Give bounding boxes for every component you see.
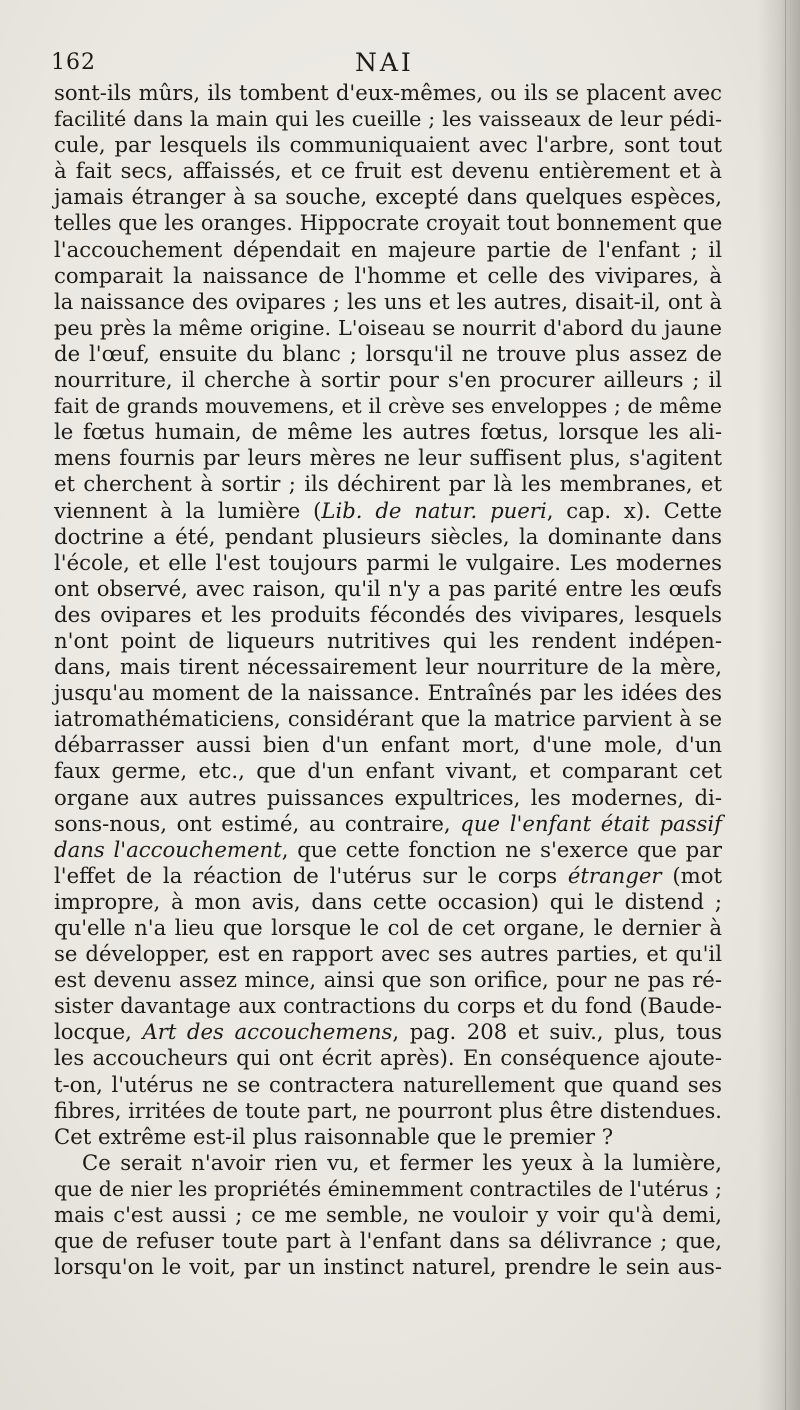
text-segment: qu'elle n'a lieu que lorsque le col de cet organe, le dernier à [54, 915, 722, 940]
italic-text: que l'enfant était passif [460, 810, 723, 836]
text-segment: est devenu assez mince, ainsi que son orifice, pour ne pas ré- [54, 967, 722, 993]
text-line [54, 393, 722, 419]
text-line [54, 993, 722, 1019]
text-segment: que de nier les propriétés éminemment contractiles de l'utérus ; [54, 1176, 722, 1201]
text-line [54, 576, 722, 602]
text-line [54, 237, 722, 263]
text-line [54, 210, 722, 236]
text-segment: lorsqu'on le voit, par un instinct naturel, prendre le sein aus- [54, 1254, 722, 1280]
text-segment: fait de grands mouvemens, et il crève ses enveloppes ; de même [54, 394, 722, 419]
page-number: 162 [51, 50, 96, 75]
text-line [54, 811, 722, 837]
text-line [54, 1254, 722, 1280]
text-line [54, 732, 722, 758]
text-line [54, 1098, 722, 1124]
text-line [54, 471, 722, 497]
text-segment: dans, mais tirent nécessairement leur nourriture de la mère, [54, 654, 722, 680]
text-line [54, 419, 722, 445]
text-segment: fibres, irritées de toute part, ne pourront plus être distendues. [54, 1098, 722, 1123]
text-line [54, 315, 722, 341]
text-line [54, 837, 722, 863]
text-line [54, 158, 722, 184]
text-line [54, 785, 722, 811]
text-line [54, 1045, 722, 1071]
text-segment: l'accouchement dépendait en majeure partie de l'enfant ; il [54, 236, 722, 262]
text-segment: , que cette fonction ne s'exerce que par [281, 836, 723, 862]
text-segment: des ovipares et les produits fécondés des vivipares, lesquels [54, 601, 722, 627]
text-segment: jusqu'au moment de la naissance. Entraînés par les idées des [54, 680, 722, 706]
text-line [54, 1202, 722, 1228]
text-line [54, 654, 722, 680]
text-line [54, 1019, 722, 1045]
text-segment: peu près la même origine. L'oiseau se nourrit d'abord du jaune [54, 315, 722, 340]
body-text [54, 80, 722, 1280]
text-line [54, 1228, 722, 1254]
italic-text: Lib. de natur. pueri [321, 497, 547, 523]
text-line [54, 602, 722, 628]
running-head: NAI [355, 48, 414, 77]
text-segment: de l'œuf, ensuite du blanc ; lorsqu'il ne trouve plus assez de [54, 340, 722, 366]
text-line [54, 184, 722, 210]
text-line [54, 524, 722, 550]
text-line [54, 915, 722, 941]
text-segment: sons-nous, ont estimé, au contraire, [54, 810, 461, 836]
italic-text: Art des accouchemens [142, 1019, 393, 1045]
text-segment: (mot [661, 862, 722, 888]
text-line [54, 132, 722, 158]
text-line [54, 889, 722, 915]
text-segment: locque, [54, 1019, 143, 1045]
text-segment: Ce serait n'avoir rien vu, et fermer les yeux à la lumière, [82, 1149, 722, 1175]
text-segment: nourriture, il cherche à sortir pour s'en procurer ailleurs ; il [54, 367, 722, 393]
text-line [54, 706, 722, 732]
text-line [54, 1176, 722, 1202]
text-segment: ont observé, avec raison, qu'il n'y a pas parité entre les œufs [54, 575, 722, 601]
text-segment: à fait secs, affaissés, et ce fruit est devenu entièrement et à [54, 158, 722, 184]
text-segment: viennent à la lumière ( [54, 497, 322, 523]
text-line [54, 863, 722, 889]
text-segment: mais c'est aussi ; ce me semble, ne vouloir y voir qu'à demi, [54, 1202, 722, 1228]
text-segment: se développer, est en rapport avec ses autres parties, et qu'il [54, 941, 722, 967]
text-segment: l'école, et elle l'est toujours parmi le vulgaire. Les modernes [54, 549, 722, 575]
text-segment: t-on, l'utérus ne se contractera naturellement que quand ses [54, 1071, 722, 1097]
text-line [54, 941, 722, 967]
text-segment: mens fournis par leurs mères ne leur suffisent plus, s'agitent [54, 445, 722, 471]
text-line [54, 680, 722, 706]
text-line [54, 1150, 722, 1176]
text-segment: faux germe, etc., que d'un enfant vivant, et comparant cet [54, 758, 722, 784]
text-line [54, 263, 722, 289]
text-segment: impropre, à mon avis, dans cette occasion) qui le distend ; [54, 888, 722, 914]
text-segment: que de refuser toute part à l'enfant dans sa délivrance ; que, [54, 1228, 722, 1254]
text-segment: Cet extrême est-il plus raisonnable que le premier ? [54, 1123, 614, 1149]
text-line [54, 498, 722, 524]
text-segment: la naissance des ovipares ; les uns et les autres, disait-il, ont à [54, 289, 722, 314]
text-line [54, 289, 722, 315]
text-segment: jamais étranger à sa souche, excepté dans quelques espèces, [54, 184, 722, 210]
text-segment: , pag. 208 et suiv., plus, tous [392, 1019, 723, 1045]
page-edge-shadow [758, 0, 800, 1410]
text-line [54, 1124, 722, 1150]
text-segment: telles que les oranges. Hippocrate croyait tout bonnement que [54, 211, 723, 236]
text-line [54, 550, 722, 576]
text-segment: débarrasser aussi bien d'un enfant mort, d'une mole, d'un [54, 732, 722, 758]
text-segment: doctrine a été, pendant plusieurs siècles, la dominante dans [54, 523, 722, 549]
text-line [54, 1072, 722, 1098]
text-segment: et cherchent à sortir ; ils déchirent par là les membranes, et [54, 471, 722, 497]
text-segment: organe aux autres puissances expultrices, les modernes, di- [54, 784, 722, 810]
text-segment: , cap. x). Cette [546, 497, 722, 523]
text-line [54, 106, 722, 132]
text-line [54, 80, 722, 106]
text-segment: l'effet de la réaction de l'utérus sur le corps [54, 862, 568, 888]
text-segment: iatromathématiciens, considérant que la matrice parvient à se [54, 707, 722, 732]
text-segment: comparait la naissance de l'homme et celle des vivipares, à [54, 262, 722, 288]
text-line [54, 445, 722, 471]
text-segment: facilité dans la main qui les cueille ; les vaisseaux de leur pédi- [54, 107, 722, 132]
text-segment: cule, par lesquels ils communiquaient avec l'arbre, sont tout [54, 132, 722, 158]
page-header [0, 46, 800, 82]
text-line [54, 341, 722, 367]
text-segment: sont-ils mûrs, ils tombent d'eux-mêmes, ou ils se placent avec [54, 80, 722, 105]
page-edge-line [785, 0, 786, 1410]
text-line [54, 967, 722, 993]
text-line [54, 628, 722, 654]
text-segment: le fœtus humain, de même les autres fœtus, lorsque les ali- [54, 419, 722, 445]
text-segment: les accoucheurs qui ont écrit après). En conséquence ajoute- [54, 1045, 722, 1071]
text-segment: n'ont point de liqueurs nutritives qui les rendent indépen- [54, 627, 722, 653]
text-line [54, 758, 722, 784]
italic-text: étranger [567, 862, 662, 888]
italic-text: dans l'accouchement [54, 836, 282, 862]
text-segment: sister davantage aux contractions du corps et du fond (Baude- [54, 994, 722, 1019]
text-line [54, 367, 722, 393]
